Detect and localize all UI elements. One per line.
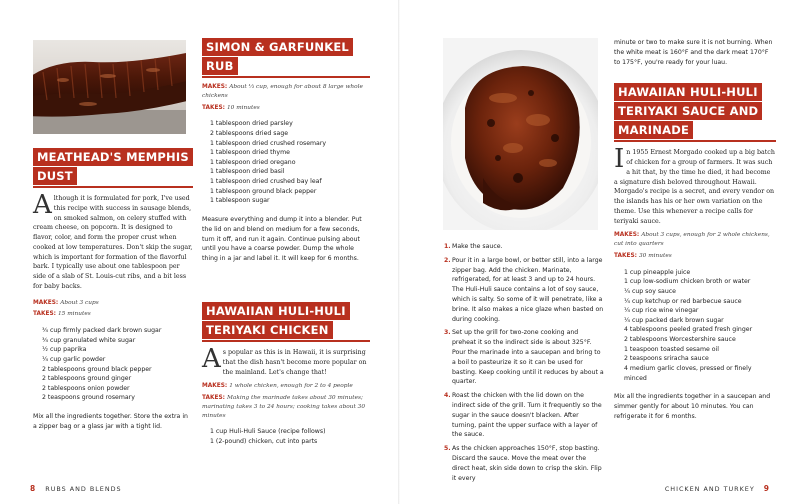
- meathead-recipe: [33, 148, 193, 432]
- ingredient-item: 1 cup low-sodium chicken broth or water: [624, 278, 751, 286]
- huli-sauce-title-line3: MARINADE: [614, 121, 693, 139]
- huli-chicken-dropcap: A: [202, 344, 221, 375]
- huli-chicken-intro-text: s popular as this is in Hawaii, it is surprising that the dish hasn't become more popular on the mainland. Let's change that!: [222, 349, 367, 376]
- huli-chicken-intro: [202, 344, 370, 377]
- ingredient-item: 2 tablespoons Worcestershire sauce: [624, 336, 736, 344]
- ingredient-item: ¾ cup granulated white sugar: [42, 336, 136, 344]
- page-number-right: 9: [763, 484, 770, 493]
- huli-sauce-method: Mix all the ingredients together in a saucepan and simmer gently for about 10 minutes. You can refrigerate it for 6 months.: [614, 393, 771, 420]
- right-page: [400, 0, 800, 504]
- huli-sauce-title-line1: HAWAIIAN HULI-HULI: [614, 83, 762, 101]
- huli-sauce-title: [614, 83, 776, 139]
- ingredient-item: 1 cup pineapple juice: [624, 268, 691, 276]
- ingredient-item: 1 tablespoon dried thyme: [210, 149, 290, 157]
- ingredient-item: ¼ cup garlic powder: [42, 355, 106, 363]
- ingredient-item: 1 tablespoon dried crushed rosemary: [210, 139, 327, 147]
- simon-title-line1: SIMON & GARFUNKEL: [202, 38, 353, 56]
- ingredient-item: ¼ cup ketchup or red barbecue sauce: [624, 297, 742, 305]
- ingredient-item: 1 tablespoon dried oregano: [210, 158, 296, 166]
- huli-sauce-intro: [614, 144, 776, 226]
- meathead-intro-text: lthough it is formulated for pork, I've used this recipe with success in sausage blends, on smoked salmon, on celery stuffed with cream cheese, on popcorn. It is designed to flavor, color, and form the proper crust when cooked at low temperatures. Don't skip the sugar, which is important for formation of the flavorful bark. I typically use about one tablespoon per side of a slab of St. Louis-cut ribs, and a bit less for baby backs.: [33, 195, 193, 290]
- ingredient-item: 2 tablespoons ground black pepper: [42, 365, 152, 373]
- ingredient-item: 2 teaspoons ground rosemary: [42, 394, 135, 402]
- huli-chicken-title-line2: TERIYAKI CHICKEN: [202, 321, 333, 339]
- huli-chicken-takes: TAKES: Making the marinade takes about 30 minutes; marinating takes 3 to 24 hours; cooking takes about 30 minutes: [202, 395, 366, 419]
- meathead-title-rule: [33, 186, 193, 188]
- meathead-title-line2: DUST: [33, 167, 77, 185]
- simon-ingredients: [202, 119, 370, 205]
- huli-chicken-ingredients: [202, 427, 370, 446]
- step-continued: minute or two to make sure it is not burning. When the white meat is 160°F and the dark meat 170°F to 175°F, you're ready for your luau.: [614, 39, 773, 66]
- simon-recipe: [202, 38, 370, 264]
- ribs-photo: [33, 40, 186, 134]
- huli-sauce-makes: MAKES: About 3 cups, enough for 2 whole chickens, cut into quarters: [614, 232, 770, 248]
- ingredient-item: ¼ cup rice wine vinegar: [624, 307, 699, 315]
- huli-chicken-title-rule: [202, 340, 370, 342]
- meathead-title-line1: MEATHEAD'S MEMPHIS: [33, 148, 193, 166]
- huli-chicken-title-line1: HAWAIIAN HULI-HULI: [202, 302, 350, 320]
- meathead-takes: TAKES: 15 minutes: [33, 311, 91, 318]
- ingredient-item: 2 tablespoons ground ginger: [42, 375, 132, 383]
- huli-chicken-steps: [444, 242, 604, 487]
- meathead-method: Mix all the ingredients together. Store the extra in a zipper bag or a glass jar with a tight lid.: [33, 413, 188, 430]
- left-footer: [30, 484, 122, 493]
- ingredient-item: 1 teaspoon toasted sesame oil: [624, 345, 719, 353]
- ingredient-item: 1 cup Huli-Huli Sauce (recipe follows): [210, 428, 326, 436]
- huli-chicken-makes: MAKES: 1 whole chicken, enough for 2 to 4 people: [202, 383, 353, 390]
- ingredient-item: 1 tablespoon ground black pepper: [210, 187, 317, 195]
- ingredient-item: ¼ cup soy sauce: [624, 288, 676, 296]
- step-item: 3. Set up the grill for two-zone cooking and preheat it so the indirect side is about 325°F. Pour the marinade into a saucepan and bring to a boil to pasteurize it so it can be used for basting. Keep cooking until it reduces by about a quarter.: [444, 329, 604, 386]
- meathead-intro: [33, 190, 193, 292]
- ingredient-item: 4 tablespoons peeled grated fresh ginger: [624, 326, 753, 334]
- huli-sauce-title-rule: [614, 140, 776, 142]
- huli-sauce-title-line2: TERIYAKI SAUCE AND: [614, 102, 762, 120]
- ingredient-item: ¾ cup firmly packed dark brown sugar: [42, 327, 162, 335]
- step-item: 2. Pour it in a large bowl, or better still, into a large zipper bag. Add the chicken. Marinate, refrigerated, for at least 3 and up to 24 hours. The Huli-Huli sauce contains a lot of soy sauce, which is salty. So some of it will penetrate, like a brine. It also makes a nice glaze when basted on during cooking.: [444, 256, 604, 323]
- step-item: 4. Roast the chicken with the lid down on the indirect side of the grill. Turn it frequently so the sugar in the sauce doesn't blacken. After turning, paint the upper surface with a layer of the sauce.: [444, 392, 602, 439]
- simon-title-rule: [202, 76, 370, 78]
- huli-chicken-recipe: [202, 302, 370, 447]
- huli-sauce-ingredients: [614, 268, 776, 383]
- ingredient-item: ¼ cup packed dark brown sugar: [624, 316, 724, 324]
- ingredient-item: 1 tablespoon dried basil: [210, 168, 285, 176]
- meathead-dropcap: A: [33, 190, 52, 221]
- ingredient-item: 2 teaspoons sriracha sauce: [624, 355, 709, 363]
- simon-makes: MAKES: About ¹⁄₃ cup, enough for about 8 large whole chickens: [202, 84, 363, 99]
- ingredient-item: 2 tablespoons onion powder: [42, 384, 130, 392]
- chicken-photo: [443, 38, 598, 230]
- ingredient-item: 1 tablespoon dried parsley: [210, 120, 293, 128]
- simon-title: [202, 38, 370, 75]
- ingredient-item: ½ cup paprika: [42, 346, 87, 354]
- step-item: 1. Make the sauce.: [444, 243, 503, 250]
- huli-chicken-title: [202, 302, 370, 339]
- right-running-head: CHICKEN AND TURKEY: [664, 485, 755, 493]
- left-running-head: RUBS AND BLENDS: [45, 485, 122, 493]
- huli-sauce-takes: TAKES: 30 minutes: [614, 253, 672, 260]
- ingredient-item: 1 tablespoon sugar: [210, 197, 270, 205]
- meathead-makes: MAKES: About 3 cups: [33, 299, 99, 306]
- meathead-ingredients: [33, 326, 193, 403]
- right-footer: [665, 484, 770, 493]
- simon-title-line2: RUB: [202, 57, 238, 75]
- step-item: 5. As the chicken approaches 150°F, stop basting. Discard the sauce. Move the meat over the direct heat, skin side down to crisp the skin. Flip it every: [444, 445, 602, 482]
- meathead-title: [33, 148, 193, 185]
- ingredient-item: 1 tablespoon dried crushed bay leaf: [210, 178, 322, 186]
- simon-method: Measure everything and dump it into a blender. Put the lid on and blend on medium for a few seconds, turn it off, and run it again. Continue pulsing about until you have a coarse powder. Dump the whole thing in a jar and label it. It will keep for 6 months.: [202, 215, 362, 263]
- simon-takes: TAKES: 10 minutes: [202, 104, 260, 111]
- page-number-left: 8: [30, 484, 37, 493]
- ingredient-item: 1 (2-pound) chicken, cut into parts: [210, 438, 318, 446]
- ingredient-item: 4 medium garlic cloves, pressed or finely minced: [624, 364, 752, 382]
- right-column: [614, 38, 776, 422]
- huli-sauce-intro-text: n 1955 Ernest Morgado cooked up a big batch of chicken for a group of farmers. It was such a hit that, by the time he died, it had become a signature dish beloved throughout Hawaii. Morgado's recipe is a secret, and every vendor on the islands has his or her own variation on the theme. Use this whenever a recipe calls for teriyaki sauce.: [614, 149, 775, 225]
- ingredient-item: 2 tablespoons dried sage: [210, 130, 289, 138]
- huli-sauce-dropcap: I: [614, 144, 625, 175]
